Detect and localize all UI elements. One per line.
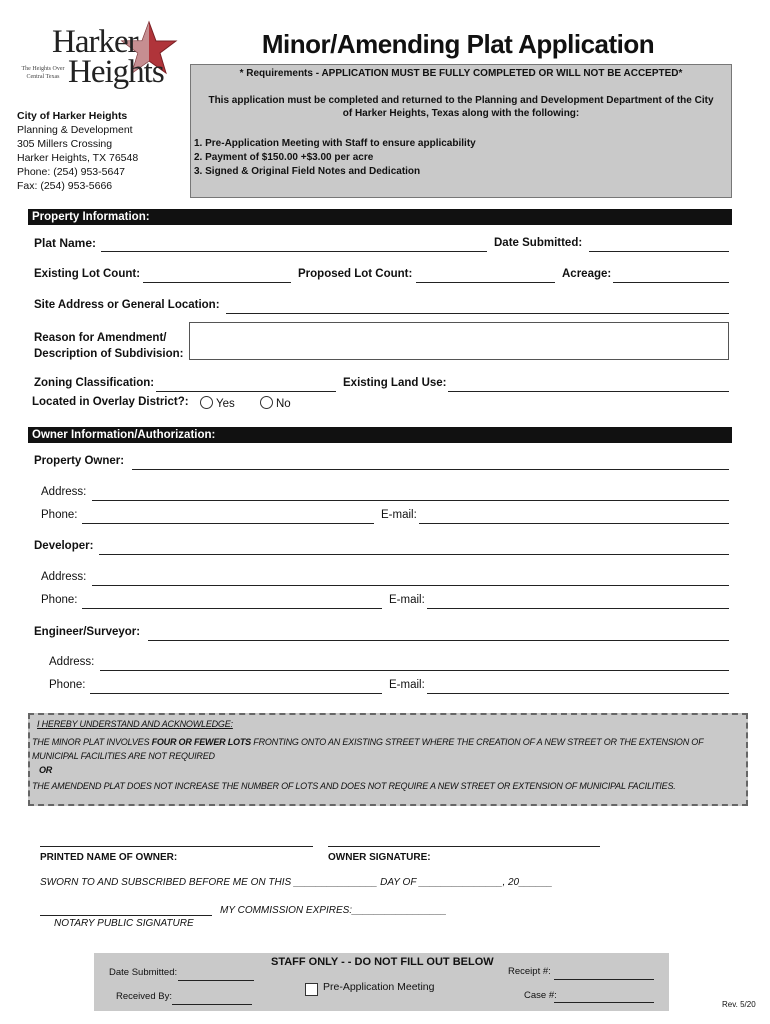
logo-tagline: The Heights Over Central Texas — [21, 66, 65, 80]
acreage-label: Acreage: — [562, 268, 612, 280]
property-owner-field[interactable] — [132, 469, 729, 470]
zoning-label: Zoning Classification: — [34, 377, 155, 389]
existing-land-use-field[interactable] — [448, 391, 729, 392]
owner-phone-label: Phone: — [41, 509, 78, 521]
reason-label-line1: Reason for Amendment/ — [34, 332, 167, 344]
pre-app-label: Pre-Application Meeting — [323, 981, 435, 993]
zoning-field[interactable] — [156, 391, 336, 392]
developer-email-label: E-mail: — [389, 594, 425, 606]
date-submitted-field[interactable] — [589, 251, 729, 252]
date-submitted-label: Date Submitted: — [494, 237, 583, 249]
reason-label — [34, 330, 184, 362]
engineer-address-field[interactable] — [100, 670, 729, 671]
engineer-phone-field[interactable] — [90, 693, 382, 694]
proposed-lot-count-label: Proposed Lot Count: — [298, 268, 413, 280]
staff-title: STAFF ONLY - - DO NOT FILL OUT BELOW — [271, 956, 494, 968]
requirements-header: * Requirements - APPLICATION MUST BE FULLY COMPLETED OR WILL NOT BE ACCEPTED* — [239, 68, 683, 79]
printed-name-field[interactable] — [40, 846, 313, 847]
ack-para1-bold: FOUR OR FEWER LOTS — [151, 737, 251, 747]
engineer-email-field[interactable] — [427, 693, 729, 694]
owner-signature-field[interactable] — [328, 846, 600, 847]
received-by-field[interactable] — [172, 1004, 252, 1005]
staff-box — [94, 953, 669, 1011]
commission-expires: MY COMMISSION EXPIRES:_________________ — [220, 905, 447, 916]
engineer-address-label: Address: — [49, 656, 95, 668]
revision-label: Rev. 5/20 — [722, 1000, 756, 1009]
developer-field[interactable] — [99, 554, 729, 555]
existing-lot-count-label: Existing Lot Count: — [34, 268, 141, 280]
developer-label: Developer: — [34, 540, 94, 552]
requirements-intro — [191, 94, 731, 120]
engineer-label: Engineer/Surveyor: — [34, 626, 141, 638]
developer-email-field[interactable] — [427, 608, 729, 609]
requirement-item: 2. Payment of $150.00 +$3.00 per acre — [194, 152, 374, 163]
logo-line1: Harker — [52, 24, 138, 60]
ack-para1 — [32, 735, 744, 763]
developer-address-label: Address: — [41, 571, 87, 583]
staff-date-field[interactable] — [178, 980, 254, 981]
developer-address-field[interactable] — [92, 585, 729, 586]
overlay-no-option[interactable] — [260, 396, 291, 410]
owner-signature-label: OWNER SIGNATURE: — [328, 852, 431, 863]
owner-email-label: E-mail: — [381, 509, 417, 521]
existing-land-use-label: Existing Land Use: — [343, 377, 447, 389]
street: 305 Millers Crossing — [17, 138, 113, 150]
overlay-label: Located in Overlay District?: — [32, 396, 189, 408]
requirements-list — [194, 137, 476, 179]
receipt-label: Receipt #: — [508, 966, 551, 977]
engineer-field[interactable] — [148, 640, 729, 641]
phone: Phone: (254) 953-5647 — [17, 166, 125, 178]
section-owner: Owner Information/Authorization: — [28, 427, 732, 443]
intro-line2: of Harker Heights, Texas along with the following: — [342, 108, 580, 119]
fax: Fax: (254) 953-5666 — [17, 180, 113, 192]
radio-icon[interactable] — [200, 396, 213, 409]
site-address-label: Site Address or General Location: — [34, 299, 220, 311]
printed-name-label: PRINTED NAME OF OWNER: — [40, 852, 178, 863]
acknowledgement-box — [28, 713, 748, 806]
received-by-label: Received By: — [116, 991, 172, 1002]
developer-phone-field[interactable] — [82, 608, 382, 609]
requirements-box — [190, 64, 732, 198]
owner-email-field[interactable] — [419, 523, 729, 524]
pre-app-checkbox[interactable] — [305, 983, 318, 996]
intro-line1: This application must be completed and returned to the Planning and Development Department of the City — [208, 95, 714, 106]
address-block — [17, 109, 138, 193]
engineer-phone-label: Phone: — [49, 679, 86, 691]
city-state-zip: Harker Heights, TX 76548 — [17, 152, 139, 164]
plat-name-label: Plat Name: — [34, 236, 97, 250]
overlay-yes-option[interactable] — [200, 396, 235, 410]
reason-label-line2: Description of Subdivision: — [34, 348, 184, 360]
city-name: City of Harker Heights — [17, 110, 128, 122]
yes-label: Yes — [216, 398, 235, 410]
notary-signature-field[interactable] — [40, 915, 212, 916]
ack-heading: I HEREBY UNDERSTAND AND ACKNOWLEDGE: — [37, 719, 233, 729]
no-label: No — [276, 398, 291, 410]
developer-phone-label: Phone: — [41, 594, 78, 606]
section-property: Property Information: — [28, 209, 732, 225]
page-title: Minor/Amending Plat Application — [261, 29, 655, 59]
plat-name-field[interactable] — [101, 251, 487, 252]
ack-or: OR — [39, 765, 53, 775]
receipt-field[interactable] — [554, 979, 654, 980]
ack-para1-a: THE MINOR PLAT INVOLVES — [32, 737, 152, 747]
logo-line2: Heights — [68, 54, 164, 90]
owner-phone-field[interactable] — [82, 523, 374, 524]
ack-para1-c: FRONTING ONTO AN EXISTING STREET WHERE THE CREATION OF A NEW STREET OR THE EXTENSION OF — [250, 737, 704, 747]
ack-para1-d: MUNICIPAL FACILITIES ARE NOT REQUIRED — [32, 751, 215, 761]
case-field[interactable] — [554, 1002, 654, 1003]
site-address-field[interactable] — [226, 313, 729, 314]
owner-address-label: Address: — [41, 486, 87, 498]
engineer-email-label: E-mail: — [389, 679, 425, 691]
reason-textarea[interactable] — [189, 322, 729, 360]
existing-lot-count-field[interactable] — [143, 282, 291, 283]
notary-label: NOTARY PUBLIC SIGNATURE — [54, 918, 194, 929]
logo — [12, 20, 172, 105]
radio-icon[interactable] — [260, 396, 273, 409]
owner-address-field[interactable] — [92, 500, 729, 501]
requirement-item: 1. Pre-Application Meeting with Staff to ensure applicability — [194, 138, 476, 149]
property-owner-label: Property Owner: — [34, 455, 125, 467]
ack-para2: THE AMENDEND PLAT DOES NOT INCREASE THE NUMBER OF LOTS AND DOES NOT REQUIRE A NEW STREET OR EXTENSION OF MUNICIPAL FACILITIES. — [32, 781, 676, 791]
sworn-statement: SWORN TO AND SUBSCRIBED BEFORE ME ON THIS _______________ DAY OF _______________, 20______ — [40, 877, 553, 888]
requirement-item: 3. Signed & Original Field Notes and Dedication — [194, 166, 421, 177]
acreage-field[interactable] — [613, 282, 729, 283]
case-label: Case #: — [524, 990, 557, 1001]
proposed-lot-count-field[interactable] — [416, 282, 555, 283]
dept-name: Planning & Development — [17, 124, 133, 136]
staff-date-label: Date Submitted: — [109, 967, 178, 978]
